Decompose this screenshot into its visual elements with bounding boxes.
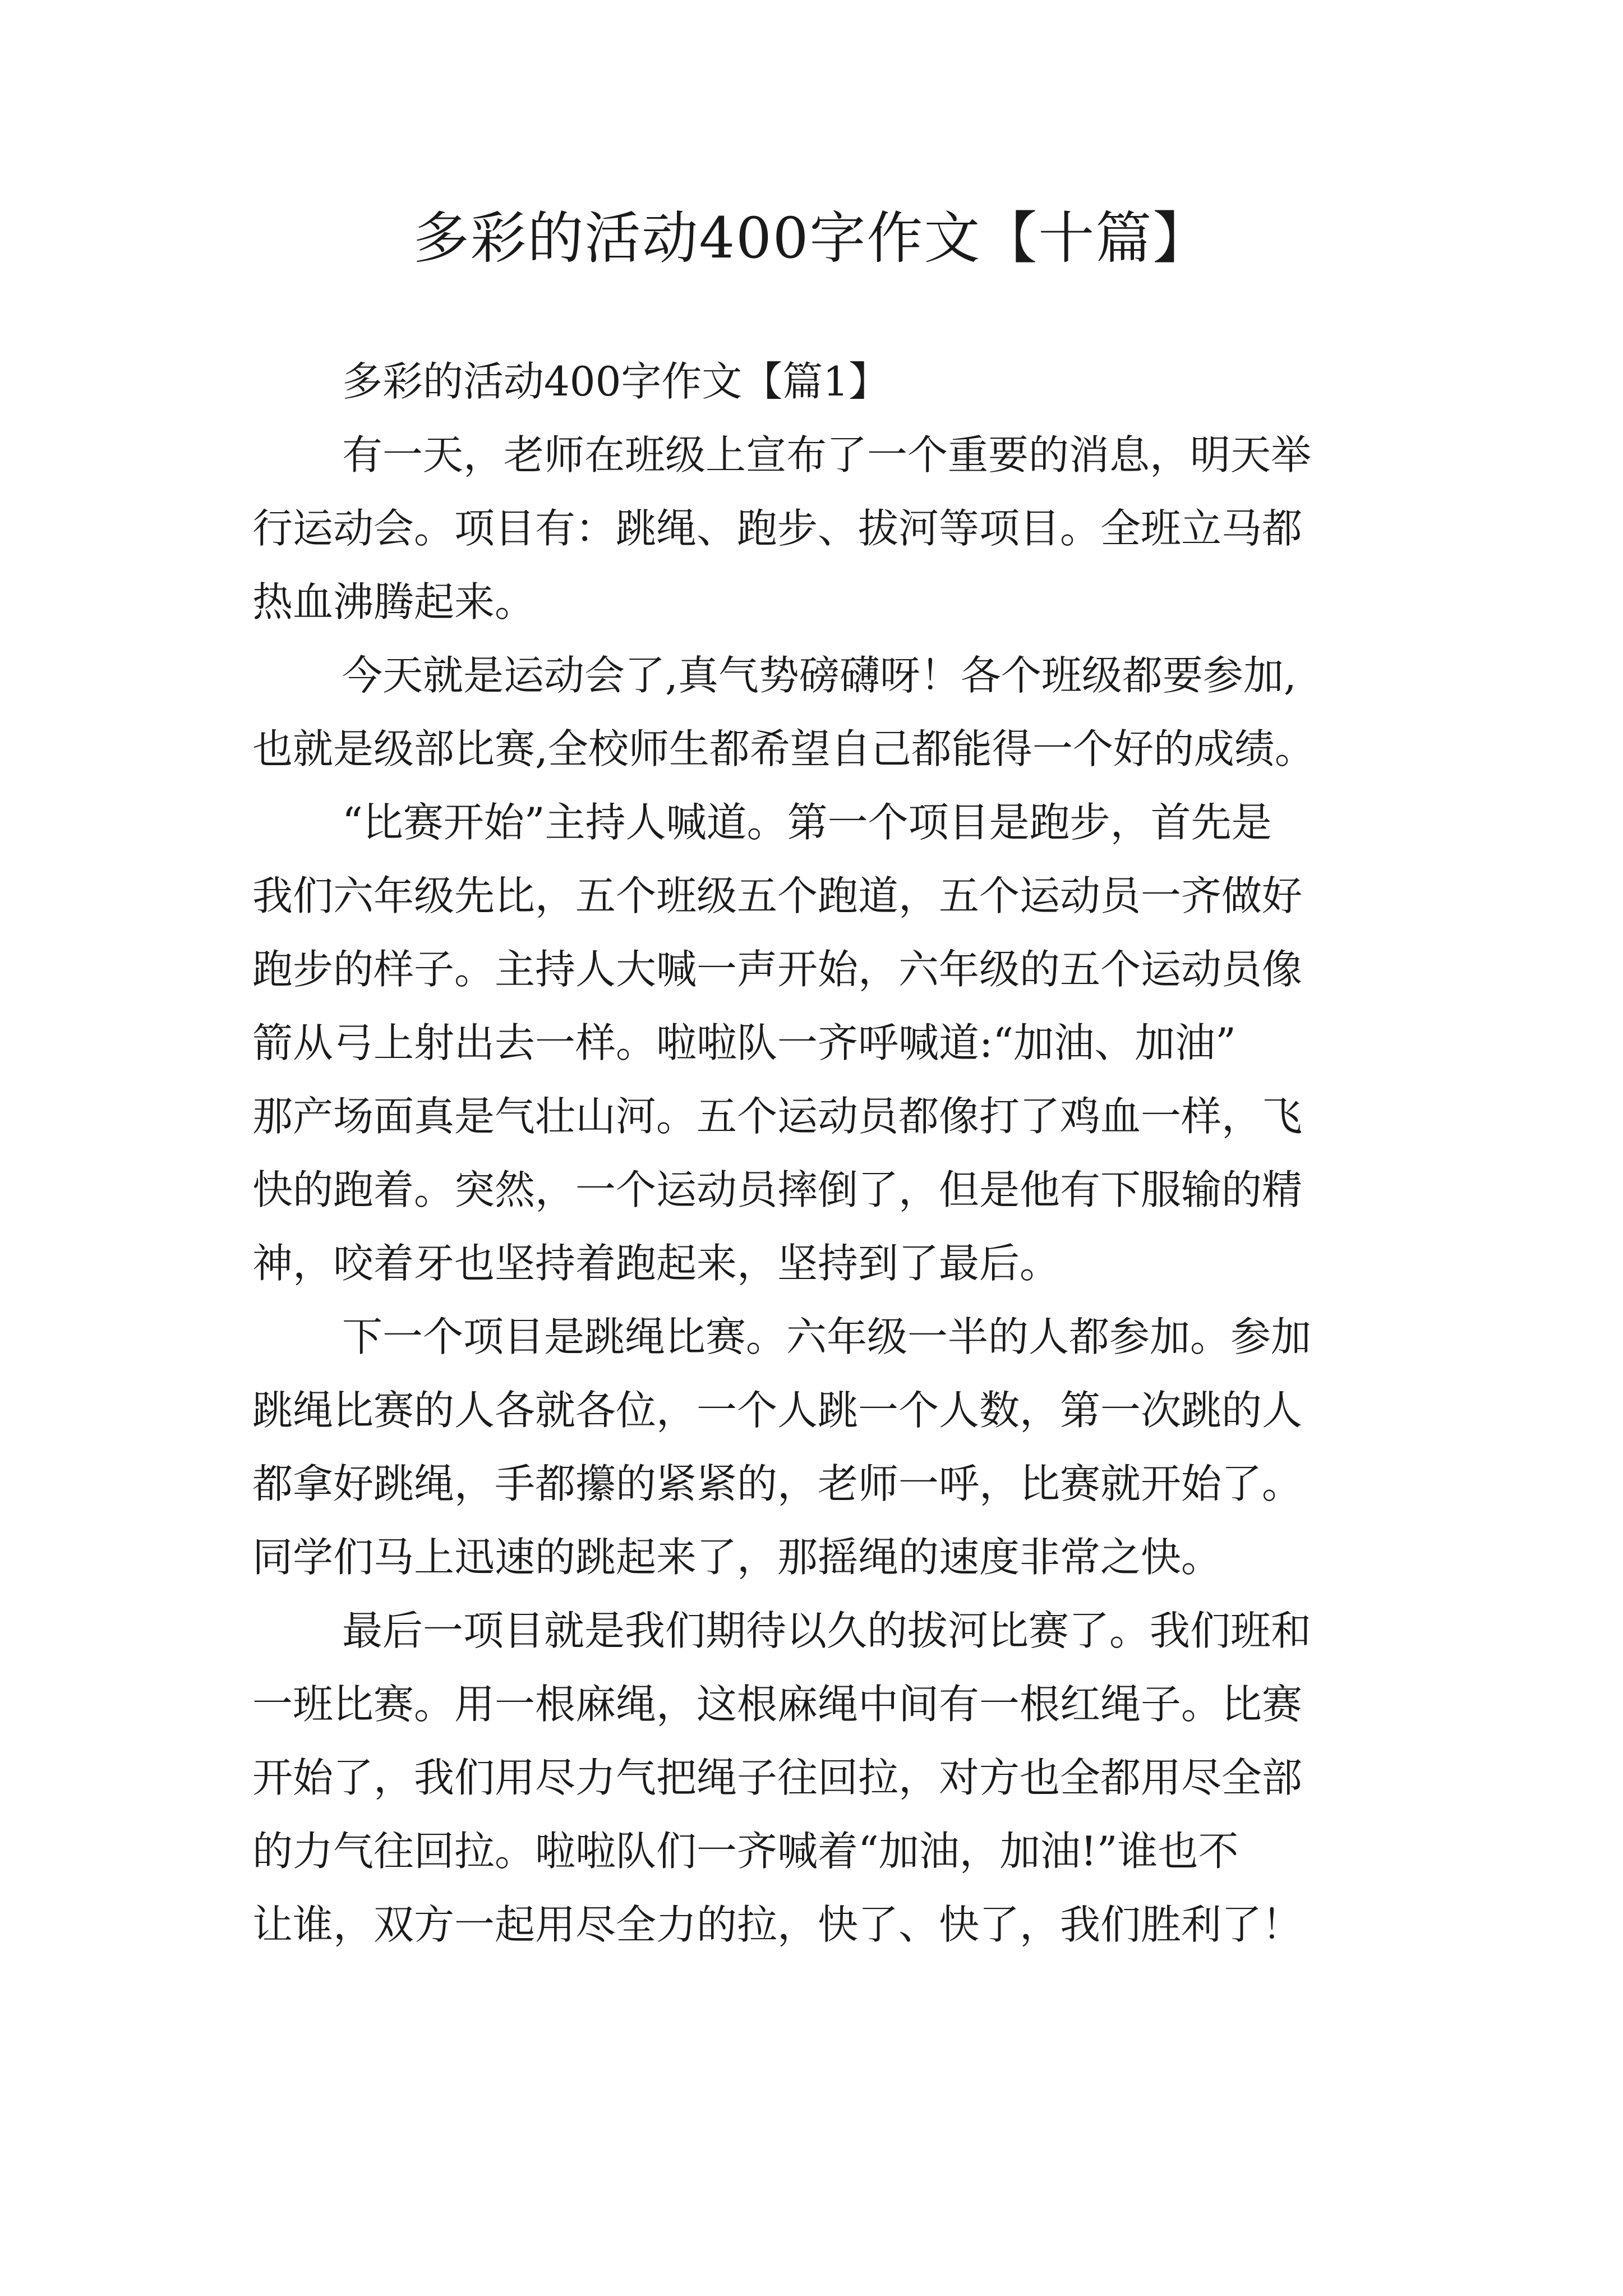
paragraph-2 xyxy=(252,639,1394,786)
paragraph-line: 都拿好跳绳，手都攥的紧紧的，老师一呼，比赛就开始了。 xyxy=(252,1460,1303,1507)
paragraph-line: 有一天，老师在班级上宣布了一个重要的消息，明天举 xyxy=(342,431,1312,478)
paragraph-line: 同学们马上迅速的跳起来了，那摇绳的速度非常之快。 xyxy=(252,1534,1222,1581)
paragraph-1 xyxy=(252,418,1394,639)
paragraph-line: 箭从弓上射出去一样。啦啦队一齐呼喊道:“加油、加油” xyxy=(252,1019,1236,1066)
paragraph-line: 也就是级部比赛,全校师生都希望自己都能得一个好的成绩。 xyxy=(252,725,1315,772)
paragraph-3 xyxy=(252,786,1394,1300)
document-body xyxy=(252,345,1394,1962)
paragraph-line: 跑步的样子。主持人大喊一声开始，六年级的五个运动员像 xyxy=(252,946,1303,993)
paragraph-line: 让谁，双方一起用尽全力的拉，快了、快了，我们胜利了！ xyxy=(252,1901,1303,1948)
document-title: 多彩的活动400字作文【十篇】 xyxy=(413,205,1210,271)
paragraph-line: 我们六年级先比，五个班级五个跑道，五个运动员一齐做好 xyxy=(252,872,1303,919)
paragraph-line: 最后一项目就是我们期待以久的拔河比赛了。我们班和 xyxy=(342,1607,1312,1654)
paragraph-line: 一班比赛。用一根麻绳，这根麻绳中间有一根红绳子。比赛 xyxy=(252,1681,1303,1728)
paragraph-line: 开始了，我们用尽力气把绳子往回拉，对方也全都用尽全部 xyxy=(252,1754,1303,1801)
paragraph-4 xyxy=(252,1300,1394,1594)
paragraph-line: 跳绳比赛的人各就各位，一个人跳一个人数，第一次跳的人 xyxy=(252,1387,1303,1434)
paragraph-5 xyxy=(252,1594,1394,1962)
paragraph-line: 那产场面真是气壮山河。五个运动员都像打了鸡血一样，飞 xyxy=(252,1093,1303,1140)
paragraph-line: 热血沸腾起来。 xyxy=(252,578,536,625)
paragraph-line: “比赛开始”主持人喊道。第一个项目是跑步，首先是 xyxy=(342,799,1272,846)
paragraph-line: 神，咬着牙也坚持着跑起来，坚持到了最后。 xyxy=(252,1240,1061,1287)
paragraph-line: 快的跑着。突然，一个运动员摔倒了，但是他有下服输的精 xyxy=(252,1166,1303,1213)
paragraph-line: 下一个项目是跳绳比赛。六年级一半的人都参加。参加 xyxy=(342,1313,1312,1360)
paragraph-line: 行运动会。项目有：跳绳、跑步、拔河等项目。全班立马都 xyxy=(252,505,1303,552)
section-heading: 多彩的活动400字作文【篇1】 xyxy=(342,358,889,405)
paragraph-line: 今天就是运动会了,真气势磅礴呀！各个班级都要参加, xyxy=(342,652,1297,699)
paragraph-line: 的力气往回拉。啦啦队们一齐喊着“加油，加油!”谁也不 xyxy=(252,1828,1239,1875)
section-heading-paragraph xyxy=(252,345,1394,418)
